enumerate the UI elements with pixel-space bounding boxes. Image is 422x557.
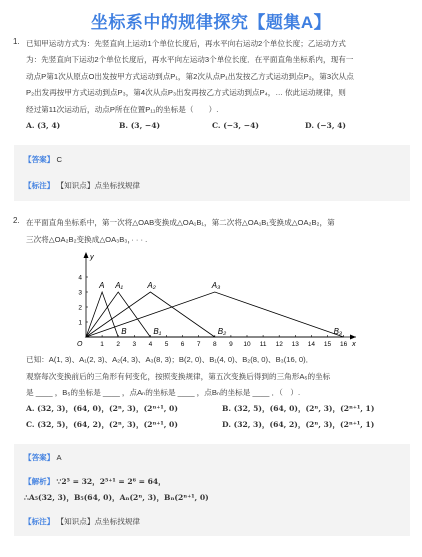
option-b[interactable]: B. (3, −4) [119, 121, 161, 131]
question-text-line: 在平面直角坐标系中，第一次将△OAB变换成△OA₁B₁，第二次将△OA₁B₁变换成△OA₂B₂，第 [26, 218, 335, 228]
answer-tag: 【答案】 [24, 453, 55, 463]
option-a[interactable]: A. (3, 4) [26, 121, 61, 131]
answer-tag: 【答案】 [24, 155, 55, 165]
x-tick-label: 15 [323, 341, 332, 349]
option-c[interactable]: C. (−3, −4) [212, 121, 259, 131]
analysis-tag: 【解析】 [24, 477, 55, 487]
question-2 [0, 215, 422, 430]
x-tick-label: 13 [291, 341, 299, 349]
x-tick-label: 10 [243, 341, 251, 349]
x-tick-label: 6 [180, 341, 185, 349]
option-d[interactable]: D. (−3, 4) [305, 121, 347, 131]
note-text: 【知识点】点坐标找规律 [56, 517, 141, 527]
y-axis-label: y [90, 252, 94, 262]
vertex-label-b: B₂ [217, 327, 227, 337]
y-tick-label: 2 [78, 304, 82, 312]
question-text-line: 观察每次变换前后的三角形有何变化，按照变换规律，第五次变换后得到的三角形A₅的坐标 [26, 371, 331, 381]
question-text-line: 是 ____ ，B₅的坐标是 ____ ，点Aₙ的坐标是 ____ ，点Bₙ的坐标是 ____ ．（ ）. [26, 388, 301, 398]
y-tick-label: 3 [78, 289, 82, 297]
note-text: 【知识点】点坐标找规律 [56, 181, 141, 191]
vertex-label-a: A₃ [211, 281, 221, 291]
figure-layer [77, 252, 356, 348]
options [26, 120, 408, 131]
question-1 [0, 36, 422, 131]
answer-box [14, 444, 410, 536]
option-c[interactable]: C. (32, 5)，(64, 2)，(2ⁿ, 3)，(2ⁿ⁺¹, 0) [26, 419, 178, 429]
question-text-line: 为：先竖直向下运动2个单位长度后，再水平向左运动3个单位长度．在平面直角坐标系内，现有一 [26, 55, 354, 65]
option-a[interactable]: A. (32, 3)，(64, 0)，(2ⁿ, 3)，(2ⁿ⁺¹, 0) [26, 404, 178, 414]
option-d[interactable]: D. (32, 3)，(64, 2)，(2ⁿ, 3)，(2ⁿ⁺¹, 1) [222, 419, 375, 429]
vertex-label-a: A₂ [147, 281, 156, 291]
vertex-label-a: A [99, 281, 105, 291]
x-tick-label: 16 [339, 341, 348, 349]
x-tick-label: 1 [100, 341, 104, 349]
x-tick-label: 3 [132, 341, 137, 349]
x-tick-label: 14 [307, 341, 316, 349]
question-text-line: 已知：A(1, 3)、A₁(2, 3)、A₂(4, 3)、A₃(8, 3)；B(2, 0)、B₁(4, 0)、B₂(8, 0)、B₃(16, 0)． [26, 355, 314, 365]
x-tick-label: 5 [164, 341, 169, 349]
x-tick-label: 4 [148, 341, 153, 349]
question-text-line: 三次将△OA₂B₂变换成△OA₃B₃，· · · . [26, 234, 148, 244]
answer-value: A [56, 453, 62, 463]
question-text-line: 经过第11次运动后，动点P所在位置P₁₁的坐标是（ ）. [26, 104, 219, 114]
x-tick-label: 11 [259, 341, 267, 349]
y-axis-arrow-icon [84, 252, 89, 258]
x-tick-label: 2 [116, 341, 121, 349]
question-number: 1. [13, 37, 20, 46]
analysis-line-1: ∵2⁵ = 32，2⁵⁺¹ = 2⁶ = 64， [56, 477, 166, 487]
x-tick-label: 7 [196, 341, 201, 349]
vertex-label-b: B [121, 327, 127, 337]
question-text-line: 动点P第1次从原点O出发按甲方式运动到点P₁，第2次从点P₁出发按乙方式运动到点P₂，第3次从点 [26, 71, 354, 81]
answer-box [14, 145, 410, 201]
page-title: 坐标系中的规律探究【题集A】 [90, 13, 332, 32]
question-number: 2. [13, 216, 20, 226]
origin-label: O [77, 341, 83, 349]
vertex-label-b: B₁ [153, 327, 162, 337]
options [26, 403, 408, 430]
x-axis-label: x [352, 339, 356, 349]
note-tag: 【标注】 [24, 517, 55, 527]
analysis-line-2: ∴A₅(32, 3)，B₅(64, 0)，Aₙ(2ⁿ, 3)，Bₙ(2ⁿ⁺¹, 0) [24, 493, 209, 503]
note-tag: 【标注】 [24, 181, 55, 191]
triangle-transform-figure [66, 248, 366, 352]
question-text-line: 已知甲运动方式为：先竖直向上运动1个单位长度后，再水平向右运动2个单位长度；乙运动方式 [26, 39, 346, 48]
x-tick-label: 9 [229, 341, 233, 349]
y-tick-label: 4 [78, 274, 82, 282]
y-tick-label: 1 [78, 319, 82, 327]
answer-value: C [56, 155, 62, 165]
x-tick-label: 12 [275, 341, 283, 349]
x-tick-label: 8 [212, 341, 217, 349]
vertex-label-b: B₃ [333, 327, 343, 337]
question-text-line: P₂出发再按甲方式运动到点P₃，第4次从点P₃出发再按乙方式运动到点P₄，… 依此运动规律，则 [26, 88, 346, 98]
option-b[interactable]: B. (32, 5)，(64, 0)，(2ⁿ, 3)，(2ⁿ⁺¹, 1) [222, 404, 375, 414]
vertex-label-a: A₁ [115, 281, 124, 291]
